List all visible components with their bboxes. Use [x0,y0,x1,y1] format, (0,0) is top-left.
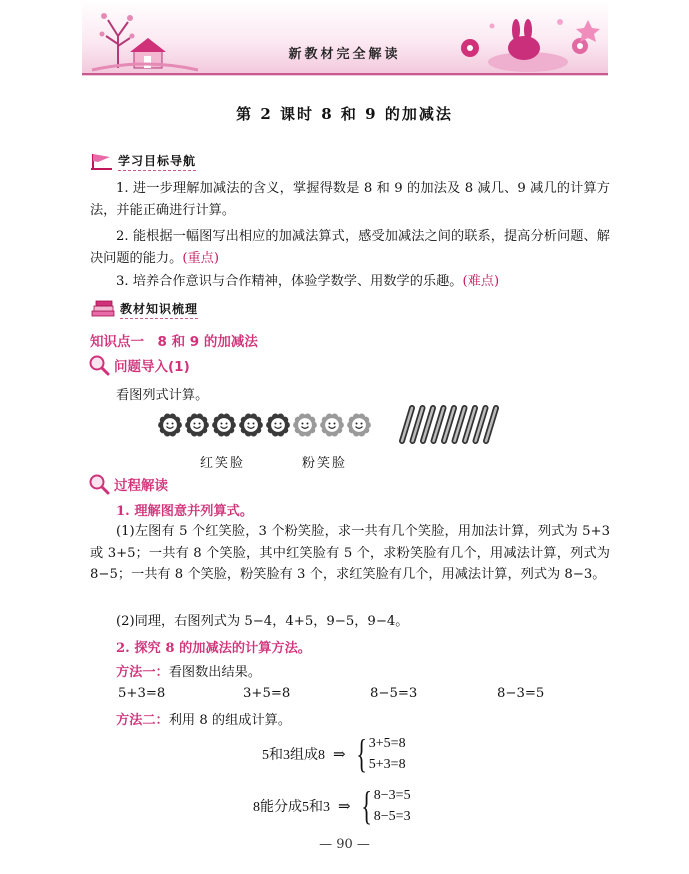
method2-label: 方法二： [116,713,169,728]
knowledge-section-heading [90,298,198,320]
red-face-label: 红笑脸 [200,456,246,471]
method1-line: 方法一：看图数出结果。 [116,665,262,680]
counting-stick [486,408,496,441]
goal-item-2: 2. 能根据一幅图写出相应的加减法算式，感受加减法之间的联系，提高分析问题、解决问题的能力。(重点) [90,229,610,266]
counting-sticks [396,405,506,445]
pink-face-label: 粉笑脸 [302,456,348,471]
difficult-point-mark: (难点) [462,274,500,289]
knowledge-heading-label: 教材知识梳理 [120,300,198,319]
equation-4: 8−3=5 [497,686,545,701]
composition-eq-top: 3+5=8 [368,736,406,751]
key-point-mark: (重点) [182,250,219,266]
goal-item-3: 3. 培养合作意识与合作精神，体验学数学、用数学的乐趣。(难点) [116,274,500,289]
counting-stick [476,408,486,441]
left-brace-icon: { [360,783,372,828]
pink-smiley-face [347,413,371,437]
method1-label: 方法一： [116,665,169,680]
process-heading: 过程解读 [88,473,168,495]
red-smiley-face [266,413,290,437]
counting-stick [455,408,465,441]
books-icon [90,299,116,319]
knowledge-point-title: 知识点一 8 和 9 的加减法 [90,334,258,350]
smiley-face-row [158,413,371,437]
step1-title: 1. 理解图意并列算式。 [116,504,254,519]
step1-paragraph-1: (1)左图有 5 个红笑脸，3 个粉笑脸，求一共有几个笑脸，用加法计算，列式为 5+3 或 3+5；一共有 8 个笑脸，其中红笑脸有 5 个，求粉笑脸有几个，用减法计算，列式为 8−5；一共有 8 个笑脸，粉笑脸有 3 个，求红笑脸有几个，用减法计算，列式为 8−3。 [90,524,610,582]
composition-block [262,733,406,775]
red-smiley-face [158,413,182,437]
counting-stick [402,408,412,441]
decomposition-eq-bottom: 8−5=3 [373,809,411,824]
goal-item-1: 1. 进一步理解加减法的含义，掌握得数是 8 和 9 的加法及 8 减几、9 减几的计算方法，并能正确进行计算。 [90,181,610,218]
method2-line: 方法二：利用 8 的组成计算。 [116,713,292,728]
intro-heading: 问题导入(1) [88,354,190,376]
goal-flag-icon [90,151,114,171]
page-number: — 90 — [319,837,370,852]
counting-stick [465,408,475,441]
counting-stick [444,408,454,441]
implies-arrow-icon: ⇒ [338,798,351,815]
implies-arrow-icon: ⇒ [333,746,346,763]
left-brace-icon: { [355,731,367,776]
lesson-title: 第 2 课时 8 和 9 的加减法 [236,105,453,123]
red-smiley-face [239,413,263,437]
magnifier-icon [88,473,110,495]
equation-1: 5+3=8 [118,686,166,701]
decomposition-statement: 8能分成5和3 [253,800,330,815]
goals-heading-label: 学习目标导航 [118,152,196,171]
equation-2: 3+5=8 [243,686,291,701]
counting-stick [434,408,444,441]
composition-eq-bottom: 5+3=8 [368,757,406,772]
intro-instruction: 看图列式计算。 [116,388,209,403]
step2-title: 2. 探究 8 的加减法的计算方法。 [116,641,311,656]
goals-section-heading [90,150,196,172]
equation-3: 8−5=3 [370,686,418,701]
decomposition-block [253,785,411,827]
house-tree-illustration [90,6,200,72]
composition-statement: 5和3组成8 [262,748,325,763]
decomposition-eq-top: 8−3=5 [373,788,411,803]
counting-stick [413,408,423,441]
red-smiley-face [185,413,209,437]
pink-smiley-face [293,413,317,437]
bunny-flower-illustration [440,8,605,74]
book-title: 新教材完全解读 [288,47,401,62]
red-smiley-face [212,413,236,437]
magnifier-icon [88,354,110,376]
step1-paragraph-2: (2)同理，右图列式为 5−4，4+5，9−5，9−4。 [116,614,409,629]
pink-smiley-face [320,413,344,437]
counting-stick [423,408,433,441]
